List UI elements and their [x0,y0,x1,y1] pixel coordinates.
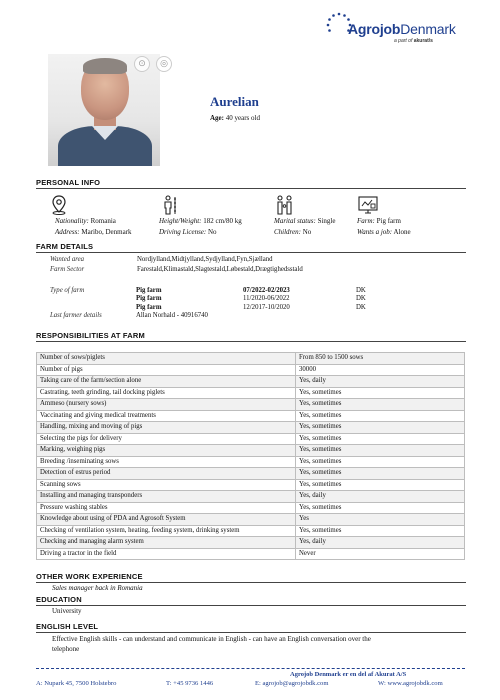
responsibility-answer: From 850 to 1500 sows [296,353,465,365]
footer-address: A: Nupark 45, 7500 Holstebro [36,680,117,687]
farm-type-row: Pig farm 12/2017-10/2020 DK [136,303,366,311]
other-work-heading: OTHER WORK EXPERIENCE [36,572,466,583]
responsibility-answer: Yes, daily [296,537,465,549]
education-text: University [52,607,82,615]
responsibility-answer: Yes, sometimes [296,433,465,445]
marital-status-field: Marital status: Single [274,217,336,225]
logo-wordmark: AgrojobDenmark [348,21,456,37]
height-weight-field: Height/Weight: 182 cm/80 kg [159,217,242,225]
footer-email[interactable]: E: agrojob@agrojobdk.com [255,680,329,687]
responsibility-task: Castrating, teeth grinding, tail docking piglets [37,387,296,399]
responsibility-task: Taking care of the farm/section alone [37,376,296,388]
table-row [37,399,465,411]
table-row [37,456,465,468]
table-row [37,502,465,514]
english-level-line-1: Effective English skills - can understand and communicate in English - can have an English conversation over the [52,635,371,643]
responsibility-answer: Yes, sometimes [296,410,465,422]
table-row [37,514,465,526]
responsibility-answer: Yes, sometimes [296,479,465,491]
responsibility-answer: Yes, sometimes [296,422,465,434]
table-row [37,537,465,549]
responsibility-answer: Yes, sometimes [296,445,465,457]
responsibility-answer: Yes, sometimes [296,502,465,514]
responsibility-answer: Yes, sometimes [296,456,465,468]
responsibility-answer: Yes, sometimes [296,468,465,480]
responsibility-task: Number of sows/piglets [37,353,296,365]
responsibility-task: Number of pigs [37,364,296,376]
table-row [37,433,465,445]
wanted-area-row: Wanted area Nordjylland,Midtjylland,Sydjylland,Fyn,Sjælland [50,256,273,263]
table-row [37,491,465,503]
responsibility-task: Checking of ventilation system, heating, feeding system, drinking system [37,525,296,537]
personal-info-heading: PERSONAL INFO [36,178,466,189]
responsibility-task: Handling, mixing and moving of pigs [37,422,296,434]
responsibility-answer: Yes, daily [296,491,465,503]
nationality-field: Nationality: Romania [55,217,116,225]
photo-controls [134,56,172,72]
zoom-icon: ◎ [156,56,172,72]
farm-type-table [50,286,396,320]
table-row [37,422,465,434]
responsibility-task: Selecting the pigs for delivery [37,433,296,445]
responsibility-task: Driving a tractor in the field [37,548,296,560]
agrojob-logo [326,10,466,50]
driving-license-field: Driving License: No [159,228,217,236]
responsibility-task: Marking, weighing pigs [37,445,296,457]
wants-job-field: Wants a job: Alone [357,228,411,236]
farm-details-heading: FARM DETAILS [36,242,466,253]
height-weight-icon [160,194,182,216]
footer-company: Agrojob Denmark er en del af Akurat A/S [290,671,407,678]
footer-website[interactable]: W: www.agrojobdk.com [378,680,443,687]
responsibility-task: Pressure washing stables [37,502,296,514]
candidate-name: Aurelian [210,94,259,109]
responsibilities-heading: RESPONSIBILITIES AT FARM [36,331,466,342]
footer-phone[interactable]: T: +45 9736 1446 [166,680,214,687]
responsibility-answer: 30000 [296,364,465,376]
table-row [37,445,465,457]
location-pin-icon [48,194,70,216]
address-field: Address: Maribo, Denmark [55,228,132,236]
table-row [37,410,465,422]
english-level-heading: ENGLISH LEVEL [36,622,466,633]
last-farmer-row: Last farmer details Allan Norhald - 40916740 [50,312,208,320]
responsibility-task: Detection of estrus period [37,468,296,480]
table-row [37,364,465,376]
logo-tagline: a part of akurat/s [394,38,433,44]
farm-type-row: Pig farm 11/2020-06/2022 DK [136,295,366,303]
farm-field: Farm: Pig farm [357,217,401,225]
camera-icon: ⊙ [134,56,150,72]
family-icon [274,194,296,216]
education-heading: EDUCATION [36,595,466,606]
responsibility-task: Scanning sows [37,479,296,491]
table-row [37,479,465,491]
farm-type-row: Type of farm Pig farm 07/2022-02/2023 DK [50,286,366,294]
responsibilities-table [36,352,465,560]
responsibility-answer: Yes, daily [296,376,465,388]
farm-computer-icon [357,194,379,216]
responsibility-task: Breeding /inseminating sows [37,456,296,468]
responsibility-task: Vaccinating and giving medical treatments [37,410,296,422]
table-row [37,353,465,365]
responsibility-task: Checking and managing alarm system [37,537,296,549]
responsibility-answer: Yes, sometimes [296,387,465,399]
table-row [37,387,465,399]
responsibility-task: Ammeso (nursery sows) [37,399,296,411]
responsibility-task: Knowledge about using of PDA and Agrosoft System [37,514,296,526]
footer-divider [36,668,465,669]
candidate-age: Age: 40 years old [210,114,260,122]
children-field: Children: No [274,228,312,236]
responsibility-answer: Yes, sometimes [296,399,465,411]
farm-sector-row: Farm Sector Farestald,Klimastald,Slagtestald,Løbestald,Drægtighedsstald [50,266,303,273]
table-row [37,548,465,560]
responsibility-task: Installing and managing transponders [37,491,296,503]
responsibility-answer: Never [296,548,465,560]
table-row [37,376,465,388]
table-row [37,468,465,480]
table-row [37,525,465,537]
english-level-line-2: telephone [52,645,80,653]
other-work-text: Sales manager back in Romania [52,584,143,592]
responsibility-answer: Yes [296,514,465,526]
responsibility-answer: Yes, sometimes [296,525,465,537]
